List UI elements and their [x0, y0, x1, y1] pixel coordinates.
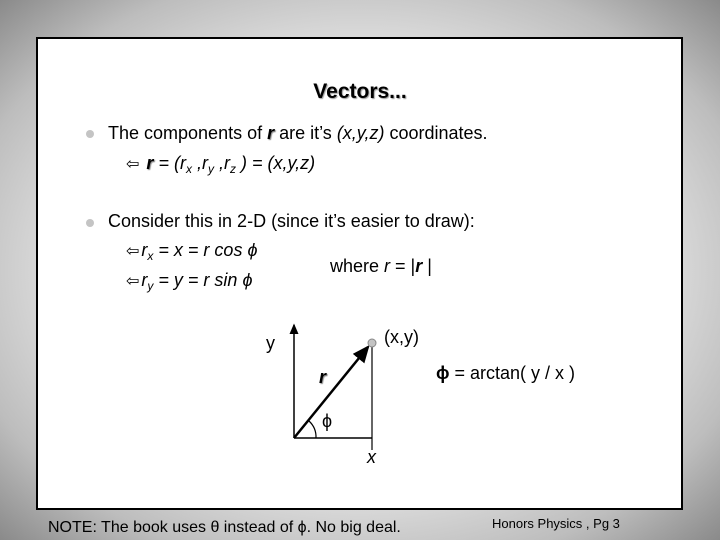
y-axis-label: y [266, 333, 275, 353]
bullet-1-r: r [267, 123, 275, 143]
sub1-end: ) = (x,y,z) [235, 153, 316, 173]
where-rb: r [415, 256, 423, 276]
slide-title: Vectors... [313, 80, 407, 103]
left-arrow-icon: ⇦ [126, 243, 140, 260]
arctan-formula [436, 363, 575, 384]
bullet-1-pre: The components of [108, 123, 268, 143]
formula-rest: arctan( y / x ) [470, 363, 576, 383]
bullet-1-coords: (x,y,z) [336, 123, 385, 143]
sub1-r: r [146, 153, 154, 173]
angle-arc [309, 421, 316, 438]
rx-rest: = x = r cos ϕ [153, 240, 258, 260]
sub1-c2: ,r [213, 153, 230, 173]
angle-label: ϕ [322, 411, 333, 431]
rx-sub: x [147, 249, 154, 263]
where-r: r [384, 256, 391, 276]
sub1-eq: = (r [153, 153, 186, 173]
formula-phi: ϕ [436, 363, 450, 383]
ry-rest: = y = r sin ϕ [153, 270, 253, 290]
left-arrow-icon: ⇦ [126, 273, 140, 290]
sub1-y: y [207, 162, 214, 176]
sub1-c1: ,r [191, 153, 208, 173]
formula-eq: = [449, 363, 471, 383]
where-end: | [422, 256, 432, 276]
sub1-z: z [229, 162, 236, 176]
r-label: r [319, 367, 327, 387]
bullet-2: Consider this in 2-D (since it’s easier to draw): [108, 211, 475, 231]
point-label: (x,y) [384, 327, 419, 347]
x-axis-label: x [367, 447, 376, 467]
bullet-1-post: coordinates. [384, 123, 488, 143]
rx-r: r [141, 240, 148, 260]
where-pre: where [330, 256, 385, 276]
where-eq: = | [390, 256, 416, 276]
bullet-1-mid: are it’s [274, 123, 337, 143]
sub1-x: x [185, 162, 192, 176]
ry-sub: y [147, 279, 154, 293]
ry-r: r [141, 270, 148, 290]
point-marker [368, 339, 376, 347]
left-arrow-icon: ⇦ [126, 156, 140, 173]
page-number: Honors Physics , Pg 3 [492, 516, 620, 531]
footer-note: NOTE: The book uses θ instead of ϕ. No big deal. [48, 519, 401, 536]
